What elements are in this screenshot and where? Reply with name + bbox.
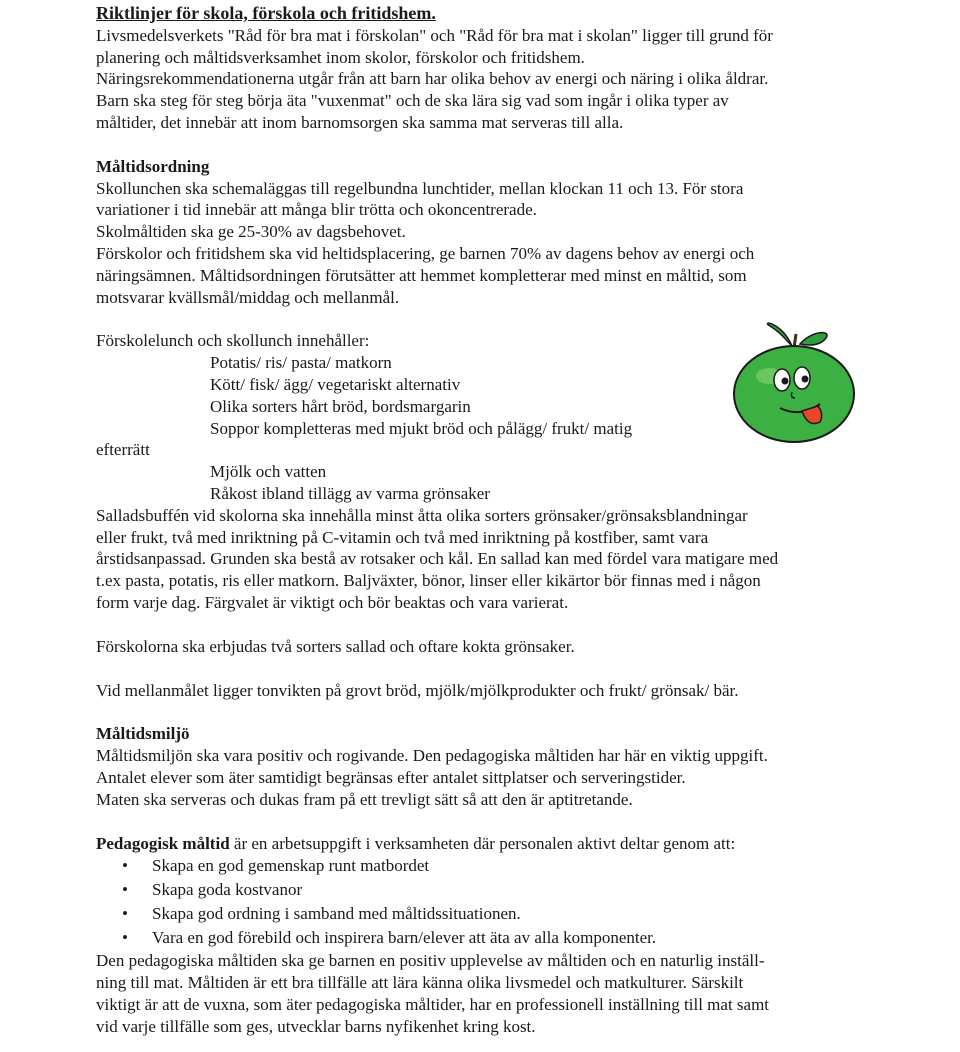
- apple-leaf: [767, 323, 792, 346]
- salad-line: t.ex pasta, potatis, ris eller matkorn. Baljväxter, bönor, linser eller kikärtor bör finnas med i någon: [96, 571, 761, 591]
- lunch-intro: Förskolelunch och skollunch innehåller:: [96, 331, 370, 351]
- lunch-item-wrap: efterrätt: [96, 440, 150, 460]
- closing-line: Den pedagogiska måltiden ska ge barnen en positiv upplevelse av måltiden och en naturlig inställ-: [96, 951, 765, 971]
- bullet-text: Vara en god förebild och inspirera barn/elever att äta av alla komponenter.: [152, 928, 657, 948]
- maltidsmiljo-line: Antalet elever som äter samtidigt begränsas efter antalet sittplatser och serveringstider.: [96, 767, 686, 787]
- bullet-item: [96, 878, 876, 902]
- apple-pupil-right: [802, 376, 809, 383]
- maltidsordning-line: näringsämnen. Måltidsordningen förutsätter att hemmet kompletterar med minst en måltid, som: [96, 265, 747, 285]
- apple-pupil-left: [782, 378, 789, 385]
- apple-leaf-right: [800, 333, 827, 346]
- intro-line: Näringsrekommendationerna utgår från att barn har olika behov av energi och näring i olika åldrar.: [96, 69, 769, 89]
- intro-line: Barn ska steg för steg börja äta "vuxenmat" och de ska lära sig vad som ingår i olika typer av: [96, 91, 729, 111]
- bullet-icon: •: [122, 856, 128, 876]
- document-page: [96, 3, 876, 1037]
- snack-paragraph: Vid mellanmålet ligger tonvikten på grovt bröd, mjölk/mjölkprodukter och frukt/ grönsak/ bär.: [96, 680, 739, 700]
- maltidsordning-paragraph: [96, 178, 876, 309]
- lunch-item: Mjölk och vatten: [210, 462, 327, 482]
- closing-line: viktigt är att de vuxna, som äter pedagogiska måltider, har en professionell inställning till mat samt: [96, 994, 770, 1014]
- maltidsordning-line: motsvarar kvällsmål/middag och mellanmål.: [96, 287, 400, 307]
- bullet-icon: •: [122, 880, 128, 900]
- salad-line: eller frukt, två med inriktning på C-vitamin och två med inriktning på kostfiber, samt vara: [96, 527, 709, 547]
- lunch-item: Råkost ibland tillägg av varma grönsaker: [210, 483, 490, 503]
- maltidsordning-line: variationer i tid innebär att många blir trötta och okoncentrerade.: [96, 200, 537, 220]
- bullet-text: Skapa goda kostvanor: [152, 880, 303, 900]
- closing-line: vid varje tillfälle som ges, utvecklar barns nyfikenhet kring kost.: [96, 1016, 536, 1036]
- lunch-item: Potatis/ ris/ pasta/ matkorn: [210, 353, 392, 373]
- bullet-item: [96, 926, 876, 950]
- pedagogisk-intro: [96, 833, 876, 855]
- maltidsordning-line: Skolmåltiden ska ge 25-30% av dagsbehovet.: [96, 222, 406, 242]
- maltidsmiljo-heading: Måltidsmiljö: [96, 724, 190, 744]
- maltidsordning-line: Skollunchen ska schemaläggas till regelbundna lunchtider, mellan klockan 11 och 13. För stora: [96, 178, 744, 198]
- apple-mascot-icon: [730, 318, 860, 444]
- salad-line: årstidsanpassad. Grunden ska bestå av rotsaker och kål. En sallad kan med fördel vara matigare med: [96, 549, 779, 569]
- bullet-text: Skapa en god gemenskap runt matbordet: [152, 856, 430, 876]
- bullet-item: [96, 902, 876, 926]
- pedagogisk-intro-text: är en arbetsuppgift i verksamheten där personalen aktivt deltar genom att:: [229, 833, 736, 853]
- intro-line: måltider, det innebär att inom barnomsorgen ska samma mat serveras till alla.: [96, 112, 624, 132]
- apple-body: [734, 346, 854, 442]
- salad-line: Salladsbuffén vid skolorna ska innehålla minst åtta olika sorters grönsaker/grönsaksblandningar: [96, 505, 748, 525]
- lunch-item: Kött/ fisk/ ägg/ vegetariskt alternativ: [210, 374, 461, 394]
- intro-line: planering och måltidsverksamhet inom skolor, förskolor och fritidshem.: [96, 47, 585, 67]
- lunch-item: Olika sorters hårt bröd, bordsmargarin: [210, 396, 471, 416]
- maltidsmiljo-line: Maten ska serveras och dukas fram på ett trevligt sätt så att den är aptitretande.: [96, 789, 633, 809]
- bullet-icon: •: [122, 928, 128, 948]
- closing-line: ning till mat. Måltiden är ett bra tillfälle att lära känna olika livsmedel och matkulturer. Särskilt: [96, 973, 744, 993]
- pedagogisk-closing: [96, 950, 876, 1037]
- salad-line: form varje dag. Färgvalet är viktigt och bör beaktas och vara varierat.: [96, 592, 569, 612]
- intro-paragraph: [96, 25, 876, 134]
- salad-paragraph: [96, 505, 876, 614]
- pedagogisk-bullet-list: [96, 854, 876, 950]
- bullet-icon: •: [122, 904, 128, 924]
- bullet-item: [96, 854, 876, 878]
- maltidsmiljo-line: Måltidsmiljön ska vara positiv och rogivande. Den pedagogiska måltiden har här en viktig uppgift.: [96, 746, 768, 766]
- maltidsordning-heading: Måltidsordning: [96, 156, 210, 176]
- preschool-paragraph: Förskolorna ska erbjudas två sorters sallad och oftare kokta grönsaker.: [96, 636, 575, 656]
- document-title: Riktlinjer för skola, förskola och fritidshem.: [96, 3, 436, 23]
- bullet-text: Skapa god ordning i samband med måltidssituationen.: [152, 904, 521, 924]
- maltidsmiljo-paragraph: [96, 745, 876, 810]
- intro-line: Livsmedelsverkets "Råd för bra mat i förskolan" och "Råd för bra mat i skolan" ligger till grund för: [96, 25, 773, 45]
- pedagogisk-term: Pedagogisk måltid: [96, 833, 230, 853]
- maltidsordning-line: Förskolor och fritidshem ska vid heltidsplacering, ge barnen 70% av dagens behov av energi och: [96, 243, 755, 263]
- lunch-item: Soppor kompletteras med mjukt bröd och pålägg/ frukt/ matig: [210, 418, 633, 438]
